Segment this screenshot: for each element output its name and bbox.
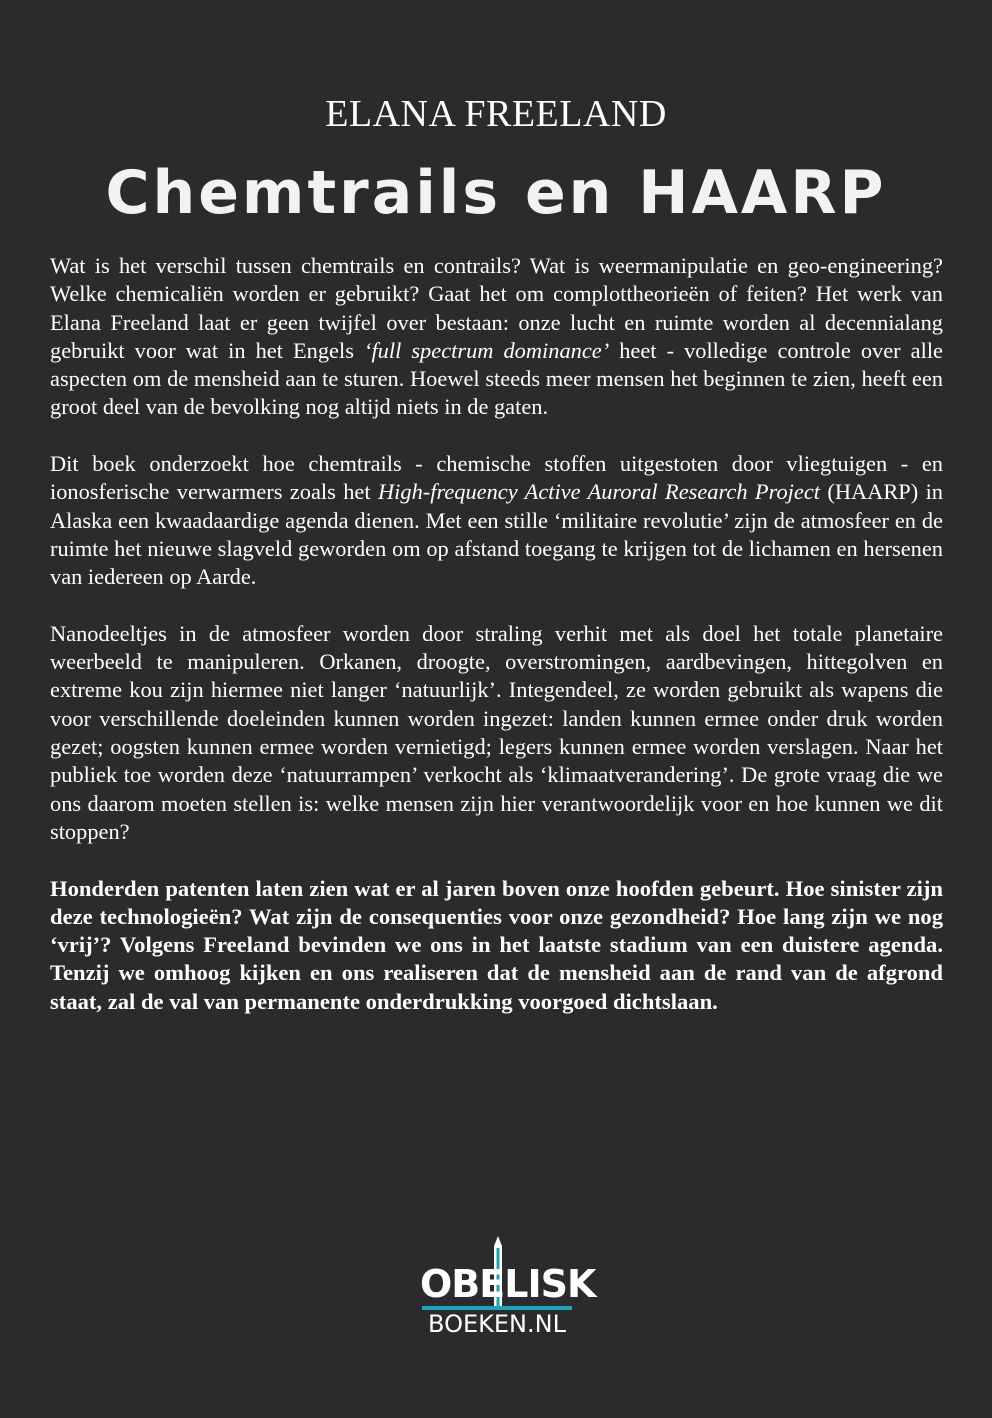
book-title: Chemtrails en HAARP — [105, 158, 887, 228]
paragraph-2-part2: (HAARP) in Alaska een kwaadaardige agenda dienen. Met een stille ‘militaire revolutie’ zijn de atmosfeer en de ruimte het nieuwe slagveld geworden om op afstand toegang te krijgen tot de lichamen en hersenen van iedereen op Aarde. — [50, 479, 943, 590]
paragraph-1-italic: ‘full spectrum dominance’ — [363, 337, 610, 363]
logo-wordmark: OBELISK — [420, 1262, 596, 1306]
paragraph-3: Nanodeeltjes in de atmosfeer worden door straling verhit met als doel het totale planetaire weerbeeld te manipuleren. Orkanen, droogte, overstromingen, aardbevingen, hittegolven en extreme kou zijn hiermee niet langer ‘natuurlijk’. Integendeel, ze worden gebruikt als wapens die voor verschillende doeleinden kunnen worden ingezet: landen kunnen ermee onder druk worden gezet; oogsten kunnen ermee worden vernietigd; legers kunnen ermee worden verslagen. Naar het publiek toe worden deze ‘natuurrampen’ verkocht als ‘klimaatverandering’. De grote vraag die we ons daarom moeten stellen is: welke mensen zijn hier verantwoordelijk voor en hoe kunnen we dit stoppen? — [50, 620, 943, 844]
author-name: ELANA FREELAND — [325, 93, 667, 135]
paragraph-4-bold: Honderden patenten laten zien wat er al jaren boven onze hoofden gebeurt. Hoe sinister zijn deze technologieën? Wat zijn de consequenties voor onze gezondheid? Hoe lang zijn we nog ‘vrij’? Volgens Freeland bevinden we ons in het laatste stadium van een duistere agenda. Tenzij we omhoog kijken en ons realiseren dat de mensheid aan de rand van de afgrond staat, zal de val van permanente onderdrukking voorgoed dichtslaan. — [50, 875, 943, 1014]
paragraph-1 — [50, 252, 943, 422]
paragraph-1-part1: Wat is het verschil tussen chemtrails en contrails? Wat is weermanipulatie en geo-engineering? Welke chemicaliën worden er gebruikt? Gaat het om complottheorieën of feiten? Het werk van Elana Freeland laat er geen twijfel over bestaan: onze lucht en ruimte worden al decennialang gebruikt voor wat in het Engels — [50, 253, 943, 363]
paragraph-2-part1: Dit boek onderzoekt hoe chemtrails - chemische stoffen uitgestoten door vliegtuigen - en ionosferische verwarmers zoals het — [50, 451, 943, 505]
paragraph-2 — [50, 450, 943, 591]
logo-website: BOEKEN.NL — [428, 1310, 566, 1338]
paragraph-2-italic: High-frequency Active Auroral Research Project — [377, 479, 820, 505]
back-cover-text — [50, 252, 943, 1044]
publisher-logo — [420, 1236, 596, 1346]
paragraph-1-part2: heet - volledige controle over alle aspecten om de mensheid aan te sturen. Hoewel steeds meer mensen het beginnen te zien, heeft een groot deel van de bevolking nog altijd niets in de gaten. — [50, 337, 943, 420]
